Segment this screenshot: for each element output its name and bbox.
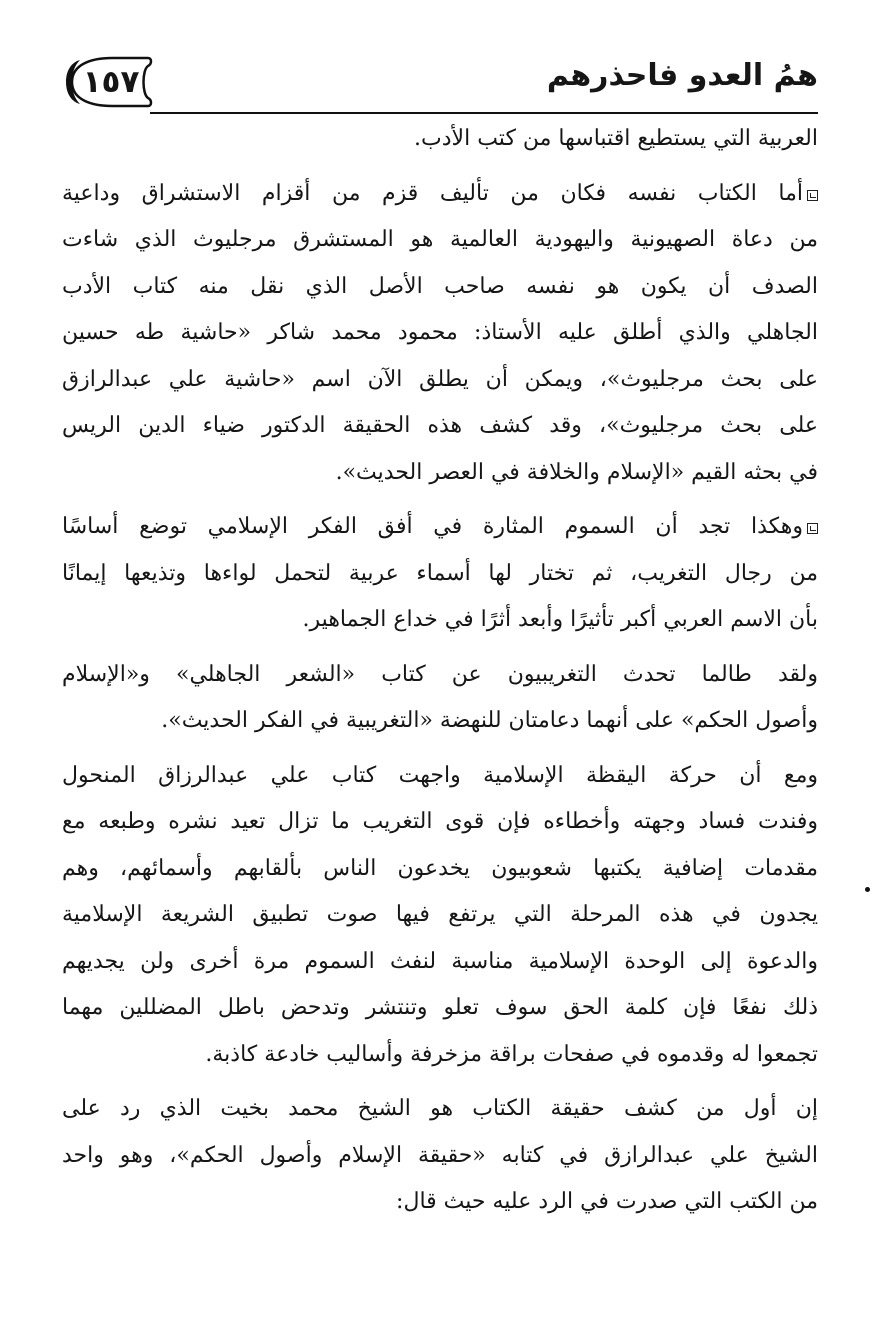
text-line-content: تجمعوا له وقدموه في صفحات براقة مزخرفة وأساليب خادعة كاذبة.: [205, 1041, 818, 1067]
text-line: [62, 1032, 818, 1079]
text-line: [62, 939, 818, 986]
text-line: [62, 1086, 818, 1133]
margin-dot: [865, 887, 870, 892]
text-line: [62, 698, 818, 745]
text-line-content: بأن الاسم العربي أكبر تأثيرًا وأبعد أثرًا في خداع الجماهير.: [302, 607, 818, 632]
text-line: [62, 116, 818, 163]
text-line: [62, 357, 818, 404]
text-line-content: العربية التي يستطيع اقتباسها من كتب الأدب.: [414, 126, 818, 151]
text-line-content: على بحث مرجليوث»، ويمكن أن يطلق الآن اسم «حاشية علي عبدالرازق: [62, 366, 818, 392]
text-line: [62, 403, 818, 450]
paragraph-marker-icon: [807, 190, 818, 201]
text-line-content: في بحثه القيم «الإسلام والخلافة في العصر الحديث».: [335, 459, 818, 485]
text-line: [62, 450, 818, 497]
text-line: [62, 504, 818, 551]
text-line: [62, 652, 818, 699]
text-line-content: على بحث مرجليوث»، وقد كشف هذه الحقيقة الدكتور ضياء الدين الريس: [62, 413, 818, 438]
text-line-content: مقدمات إضافية يكتبها شعوبيون يخدعون الناس بألقابهم وأسمائهم، وهم: [62, 855, 818, 881]
body-text: [62, 116, 818, 1226]
text-line-content: من دعاة الصهيونية واليهودية العالمية هو المستشرق مرجليوث الذي شاءت: [62, 227, 818, 252]
text-line-content: من الكتب التي صدرت في الرد عليه حيث قال:: [396, 1189, 818, 1214]
text-line: [62, 1133, 818, 1180]
text-line-content: وأصول الحكم» على أنهما دعامتان للنهضة «التغريبية في الفكر الحديث».: [161, 708, 818, 733]
text-line: [62, 892, 818, 939]
running-title: همُ العدو فاحذرهم: [546, 58, 818, 93]
text-line-content: إن أول من كشف حقيقة الكتاب هو الشيخ محمد بخيت الذي رد على: [62, 1096, 818, 1121]
text-line: [62, 551, 818, 598]
page-number-frame: [62, 52, 154, 110]
header-rule: [150, 112, 818, 114]
text-line-content: والدعوة إلى الوحدة الإسلامية مناسبة لنفث السموم مرة أخرى ولن يجديهم: [62, 948, 818, 974]
text-line: [62, 310, 818, 357]
text-line-content: ذلك نفعًا فإن كلمة الحق سوف تعلو وتنتشر وتدحض باطل المضللين مهما: [62, 995, 819, 1020]
text-line: [62, 799, 818, 846]
text-line: [62, 597, 818, 644]
running-header: [62, 48, 818, 112]
text-line: [62, 753, 818, 800]
text-line-content: أما الكتاب نفسه فكان من تأليف قزم من أقزام الاستشراق وداعية: [62, 180, 803, 206]
text-line-content: وفندت فساد وجهته وأخطاءه فإن قوى التغريب ما تزال تعيد نشره وطبعه مع: [62, 809, 818, 834]
text-line-content: من رجال التغريب، ثم تختار لها أسماء عربية لتحمل لواءها وتذيعها إيمانًا: [62, 560, 818, 586]
text-line: [62, 264, 818, 311]
text-line-content: ومع أن حركة اليقظة الإسلامية واجهت كتاب علي عبدالرزاق المنحول: [62, 762, 818, 788]
paragraph-marker-icon: [807, 523, 818, 534]
text-line: [62, 217, 818, 264]
text-line: [62, 985, 818, 1032]
text-line-content: الجاهلي والذي أطلق عليه الأستاذ: محمود محمد شاكر «حاشية طه حسين: [62, 320, 818, 345]
text-line-content: وهكذا تجد أن السموم المثارة في أفق الفكر الإسلامي توضع أساسًا: [62, 514, 803, 539]
text-line: [62, 846, 818, 893]
text-line-content: يجدون في هذه المرحلة التي يرتفع فيها صوت تطبيق الشريعة الإسلامية: [62, 902, 818, 927]
text-line: [62, 1179, 818, 1226]
text-line: [62, 171, 818, 218]
text-line-content: الشيخ علي عبدالرازق في كتابه «حقيقة الإسلام وأصول الحكم»، وهو واحد: [62, 1142, 818, 1168]
text-line-content: ولقد طالما تحدث التغريبيون عن كتاب «الشعر الجاهلي» و«الإسلام: [62, 661, 818, 687]
page-number: ١٥٧: [82, 64, 140, 100]
text-line-content: الصدف أن يكون هو نفسه صاحب الأصل الذي نقل منه كتاب الأدب: [62, 273, 818, 299]
